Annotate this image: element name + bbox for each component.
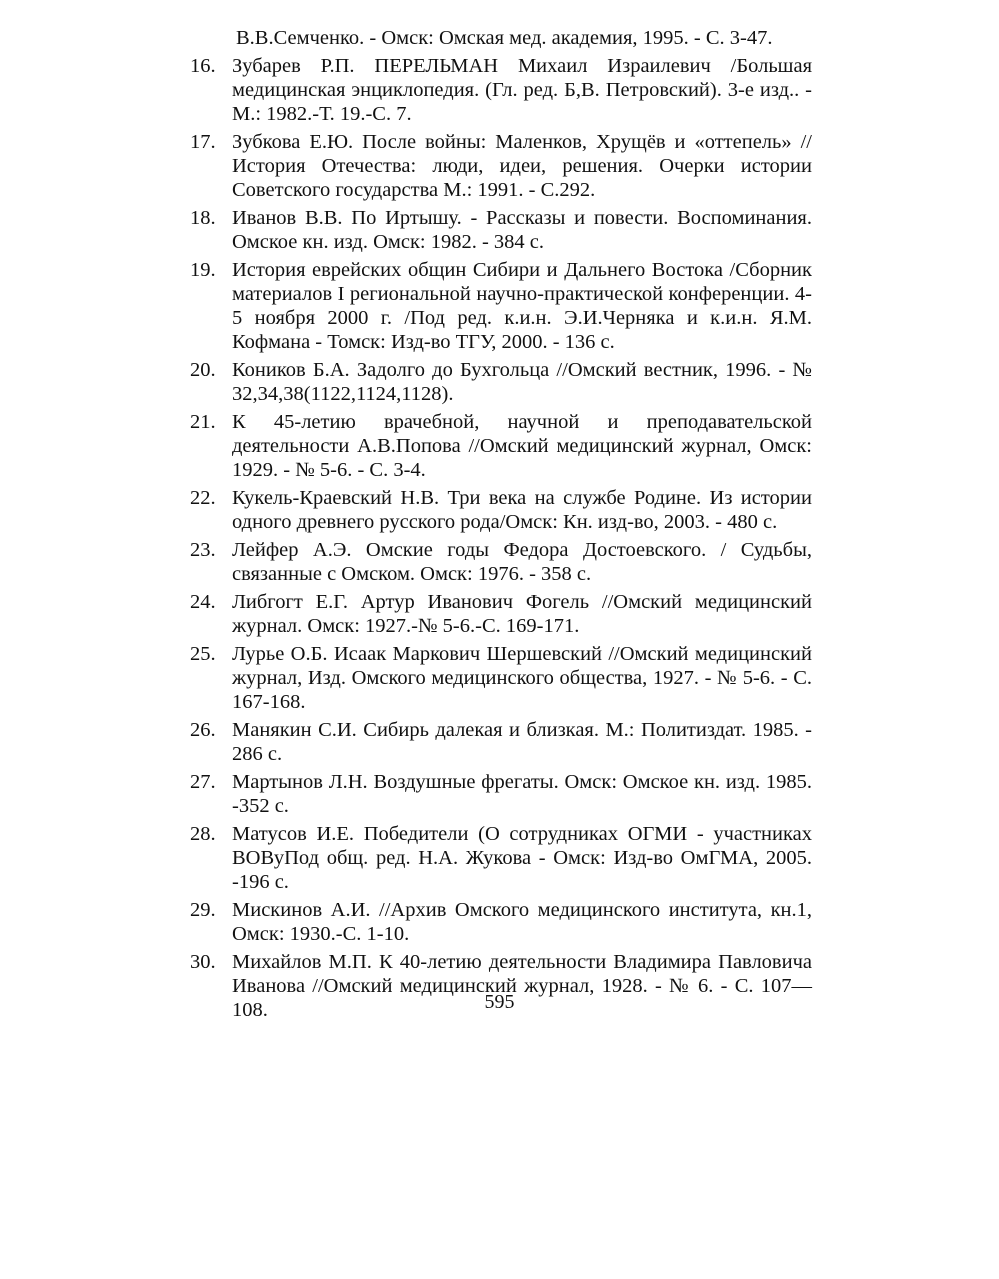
bibliography-entry: [190, 590, 812, 638]
entry-number: 21.: [190, 411, 216, 433]
entry-text: Зубарев Р.П. ПЕРЕЛЬМАН Михаил Израилевич /Большая медицинская энциклопедия. (Гл. ред. Б,В. Петровский). 3-е изд.. - М.: 1982.-Т. 19.-С. 7.: [232, 55, 812, 125]
entry-text: Иванов В.В. По Иртышу. - Рассказы и повести. Воспоминания. Омское кн. изд. Омск: 1982. - 384 с.: [232, 207, 812, 253]
bibliography-entry: [190, 718, 812, 766]
bibliography-entry: [190, 54, 812, 126]
entry-text: История еврейских общин Сибири и Дальнего Востока /Сборник материалов I региональной научно-практической конференции. 4-5 ноября 2000 г. /Под ред. к.и.н. Э.И.Черняка и к.и.н. Я.М. Кофмана - Томск: Изд-во ТГУ, 2000. - 136 с.: [232, 259, 812, 353]
entry-number: 22.: [190, 487, 216, 509]
entry-number: 24.: [190, 591, 216, 613]
bibliography-entry: [190, 206, 812, 254]
entry-number: 28.: [190, 823, 216, 845]
bibliography-entry: [190, 538, 812, 586]
bibliography-continuation: В.В.Семченко. - Омск: Омская мед. академия, 1995. - С. 3-47.: [236, 27, 773, 49]
entry-text: Манякин С.И. Сибирь далекая и близкая. М.: Политиздат. 1985. - 286 с.: [232, 719, 812, 765]
bibliography-entry: [190, 486, 812, 534]
entry-text: Либгогт Е.Г. Артур Иванович Фогель //Омский медицинский журнал. Омск: 1927.-№ 5-6.-С. 169-171.: [232, 591, 812, 637]
entry-number: 19.: [190, 259, 216, 281]
entry-number: 25.: [190, 643, 216, 665]
entry-text: Зубкова Е.Ю. После войны: Маленков, Хрущёв и «оттепель» // История Отечества: люди, идеи, решения. Очерки истории Советского государства М.: 1991. - С.292.: [232, 131, 812, 201]
bibliography-entry: [190, 770, 812, 818]
page-number: 595: [484, 991, 515, 1013]
entry-number: 20.: [190, 359, 216, 381]
entry-number: 26.: [190, 719, 216, 741]
bibliography-entry: [190, 130, 812, 202]
entry-text: Лейфер А.Э. Омские годы Федора Достоевского. / Судьбы, связанные с Омском. Омск: 1976. - 358 с.: [232, 539, 812, 585]
entry-text: Мартынов Л.Н. Воздушные фрегаты. Омск: Омское кн. изд. 1985. -352 с.: [232, 771, 812, 817]
entry-number: 27.: [190, 771, 216, 793]
bibliography-entry: [190, 822, 812, 894]
entry-number: 30.: [190, 951, 216, 973]
entry-number: 17.: [190, 131, 216, 153]
entry-text: Коников Б.А. Задолго до Бухгольца //Омский вестник, 1996. - № 32,34,38(1122,1124,1128).: [232, 359, 812, 405]
entry-text: Лурье О.Б. Исаак Маркович Шершевский //Омский медицинский журнал, Изд. Омского медицинского общества, 1927. - № 5-6. - С. 167-168.: [232, 643, 812, 713]
bibliography-entry: [190, 358, 812, 406]
bibliography-entry: [190, 642, 812, 714]
bibliography-entry: [190, 898, 812, 946]
entry-number: 16.: [190, 55, 216, 77]
entry-number: 29.: [190, 899, 216, 921]
entry-number: 18.: [190, 207, 216, 229]
bibliography-entry: [190, 258, 812, 354]
entry-text: Матусов И.Е. Победители (О сотрудниках ОГМИ - участниках ВОВуПод общ. ред. Н.А. Жукова - Омск: Изд-во ОмГМА, 2005. -196 с.: [232, 823, 812, 893]
entry-text: Мискинов А.И. //Архив Омского медицинского института, кн.1, Омск: 1930.-С. 1-10.: [232, 899, 812, 945]
entry-text: Михайлов М.П. К 40-летию деятельности Владимира Павловича Иванова //Омский медицинский журнал, 1928. - № 6. - С. 107—108.: [232, 951, 812, 1021]
bibliography-list: [190, 26, 812, 1026]
bibliography-entry: [190, 410, 812, 482]
entry-text: К 45-летию врачебной, научной и преподавательской деятельности А.В.Попова //Омский медицинский журнал, Омск: 1929. - № 5-6. - С. 3-4.: [232, 411, 812, 481]
entry-text: Кукель-Краевский Н.В. Три века на службе Родине. Из истории одного древнего русского рода/Омск: Кн. изд-во, 2003. - 480 с.: [232, 487, 812, 533]
entry-number: 23.: [190, 539, 216, 561]
